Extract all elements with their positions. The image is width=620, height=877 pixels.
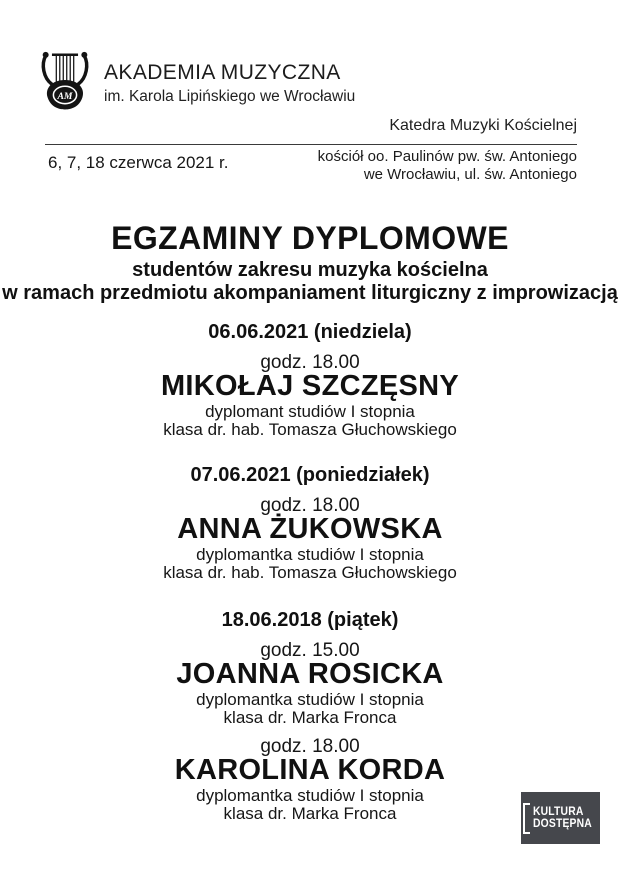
student-degree: dyplomantka studiów I stopnia bbox=[196, 690, 424, 709]
exam-entry bbox=[0, 641, 620, 726]
academy-name: AKADEMIA MUZYCZNA bbox=[104, 61, 341, 84]
venue-line-2: we Wrocławiu, ul. św. Antoniego bbox=[363, 165, 577, 183]
exam-time: godz. 18.00 bbox=[260, 352, 360, 373]
student-degree: dyplomantka studiów I stopnia bbox=[196, 545, 424, 564]
exam-time: godz. 18.00 bbox=[260, 495, 360, 516]
kultura-dostepna-logo bbox=[521, 792, 600, 844]
kd-line-2: DOSTĘPNA bbox=[532, 818, 592, 830]
academy-subtitle: im. Karola Lipińskiego we Wrocławiu bbox=[104, 88, 356, 105]
student-name: MIKOŁAJ SZCZĘSNY bbox=[160, 370, 460, 402]
exam-entry bbox=[0, 353, 620, 438]
kultura-dostepna-label bbox=[533, 806, 592, 830]
session-date: 07.06.2021 (poniedziałek) bbox=[190, 464, 430, 486]
exam-time: godz. 15.00 bbox=[260, 640, 360, 661]
exam-time: godz. 18.00 bbox=[260, 736, 360, 757]
session-block-1 bbox=[0, 322, 620, 438]
student-class: klasa dr. Marka Fronca bbox=[223, 708, 397, 727]
department-name: Katedra Muzyki Kościelnej bbox=[389, 117, 577, 134]
session-block-2 bbox=[0, 465, 620, 581]
session-date: 18.06.2018 (piątek) bbox=[221, 609, 399, 631]
page-title: EGZAMINY DYPLOMOWE bbox=[111, 220, 509, 256]
subtitle-line-2: w ramach przedmiotu akompaniament liturgiczny z improwizacją bbox=[2, 282, 618, 304]
student-degree: dyplomantka studiów I stopnia bbox=[196, 786, 424, 805]
bracket-icon bbox=[523, 803, 530, 834]
subtitle-line-1: studentów zakresu muzyka kościelna bbox=[132, 259, 488, 281]
student-class: klasa dr. Marka Fronca bbox=[223, 804, 397, 823]
exam-entry bbox=[0, 496, 620, 581]
kd-line-1: KULTURA bbox=[532, 806, 584, 818]
lyre-monogram: AM bbox=[57, 90, 73, 102]
student-name: ANNA ŻUKOWSKA bbox=[177, 513, 443, 545]
venue-line-1: kościół oo. Paulinów pw. św. Antoniego bbox=[317, 148, 577, 165]
session-block-3 bbox=[0, 610, 620, 822]
student-name: JOANNA ROSICKA bbox=[176, 658, 444, 690]
event-dates: 6, 7, 18 czerwca 2021 r. bbox=[48, 153, 229, 172]
student-name: KAROLINA KORDA bbox=[174, 754, 446, 786]
student-degree: dyplomant studiów I stopnia bbox=[205, 402, 415, 421]
student-class: klasa dr. hab. Tomasza Głuchowskiego bbox=[163, 563, 457, 582]
session-date: 06.06.2021 (niedziela) bbox=[208, 321, 412, 343]
student-class: klasa dr. hab. Tomasza Głuchowskiego bbox=[163, 420, 457, 439]
